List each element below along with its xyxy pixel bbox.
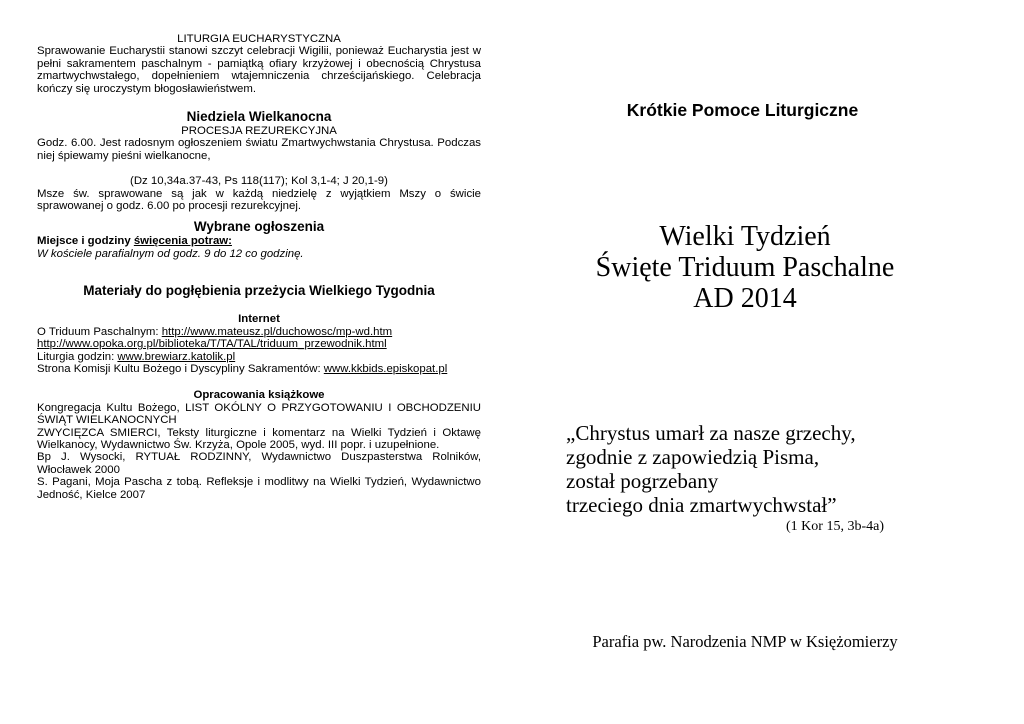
scripture-quote — [566, 421, 896, 517]
title-line-3: AD 2014 — [693, 283, 797, 314]
quote-reference: (1 Kor 15, 3b-4a) — [786, 519, 884, 534]
ksiazka-item: S. Pagani, Moja Pascha z tobą. Refleksje i modlitwy na Wielki Tydzień, Wydawnictwo Jedność, Kielce 2007 — [37, 476, 481, 501]
internet-item — [37, 351, 481, 363]
niedziela-heading: Niedziela Wielkanocna — [186, 109, 332, 125]
internet-item — [37, 338, 481, 350]
internet-heading: Internet — [238, 313, 280, 326]
internet-4-link[interactable]: www.kkbids.episkopat.pl — [323, 362, 448, 375]
procesja-heading: PROCESJA REZUREKCYJNA — [181, 125, 337, 138]
msze-paragraph: Msze św. sprawowane są jak w każdą niedzielę z wyjątkiem Mszy o świcie sprawowanej o godz. 6.00 po procesji rezurekcyjnej. — [37, 187, 481, 213]
internet-4-label: Strona Komisji Kultu Bożego i Dyscypliny Sakramentów: — [37, 362, 324, 375]
ksiazki-heading: Opracowania książkowe — [193, 389, 325, 402]
parish-name: Parafia pw. Narodzenia NMP w Księżomierzy — [592, 632, 898, 651]
ksiazka-item: ZWYCIĘZCA SMIERCI, Teksty liturgiczne i komentarz na Wielki Tydzień i Oktawę Wielkanocy, Wydawnictwo Św. Krzyża, Opole 2005, wyd. III popr. i uzupełnione. — [37, 426, 481, 451]
swiecenie-label-a: Miejsce i godziny — [37, 235, 134, 248]
title-line-1: Wielki Tydzień — [659, 221, 831, 252]
quote-line-2: zgodnie z zapowiedzią Pisma, — [566, 445, 820, 469]
liturgia-paragraph: Sprawowanie Eucharystii stanowi szczyt celebracji Wigilii, ponieważ Eucharystia jest w pełni sakramentem paschalnym - pamiątką ofiary krzyżowej i obecnością Chrystusa zmartwychwstałego, dopełnieniem wtajemniczenia chrześcijańskiego. Celebracja kończy się uroczystym błogosławieństwem. — [37, 45, 481, 95]
left-column — [37, 33, 481, 501]
internet-item — [37, 363, 481, 375]
swiecenie-label — [37, 235, 481, 247]
title-line-2: Święte Triduum Paschalne — [595, 252, 895, 283]
swiecenie-label-b: święcenia potraw: — [133, 235, 232, 248]
liturgia-heading: LITURGIA EUCHARYSTYCZNA — [177, 33, 341, 45]
internet-1-label: O Triduum Paschalnym: — [37, 325, 162, 338]
internet-3-label: Liturgia godzin: — [37, 350, 118, 363]
procesja-paragraph: Godz. 6.00. Jest radosnym ogłoszeniem światu Zmartwychwstania Chrystusa. Podczas niej śpiewamy pieśni wielkanocne, — [37, 137, 481, 162]
quote-line-1: „Chrystus umarł za nasze grzechy, — [566, 421, 856, 445]
ksiazka-item: Kongregacja Kultu Bożego, LIST OKÓLNY O PRZYGOTOWANIU I OBCHODZENIU ŚWIĄT WIELKANOCNYCH — [37, 401, 481, 427]
internet-3-link[interactable]: www.brewiarz.katolik.pl — [117, 350, 236, 363]
quote-line-3: został pogrzebany — [566, 469, 719, 493]
swiecenie-text: W kościele parafialnym od godz. 9 do 12 co godzinę. — [37, 247, 304, 260]
pomoce-heading: Krótkie Pomoce Liturgiczne — [626, 100, 859, 120]
ogloszenia-heading: Wybrane ogłoszenia — [193, 219, 325, 235]
internet-2-link[interactable]: http://www.opoka.org.pl/biblioteka/T/TA/TAL/triduum_przewodnik.html — [37, 338, 387, 351]
materialy-heading: Materiały do pogłębienia przeżycia Wielkiego Tygodnia — [83, 283, 435, 299]
ksiazka-item: Bp J. Wysocki, RYTUAŁ RODZINNY, Wydawnictwo Duszpasterstwa Rolników, Włocławek 2000 — [37, 451, 481, 476]
main-title — [560, 221, 930, 314]
readings-line: (Dz 10,34a.37-43, Ps 118(117); Kol 3,1-4; J 20,1-9) — [130, 175, 388, 188]
quote-line-4: trzeciego dnia zmartwychwstał” — [566, 493, 837, 517]
internet-item — [37, 326, 481, 338]
internet-1-link[interactable]: http://www.mateusz.pl/duchowosc/mp-wd.htm — [161, 325, 393, 338]
